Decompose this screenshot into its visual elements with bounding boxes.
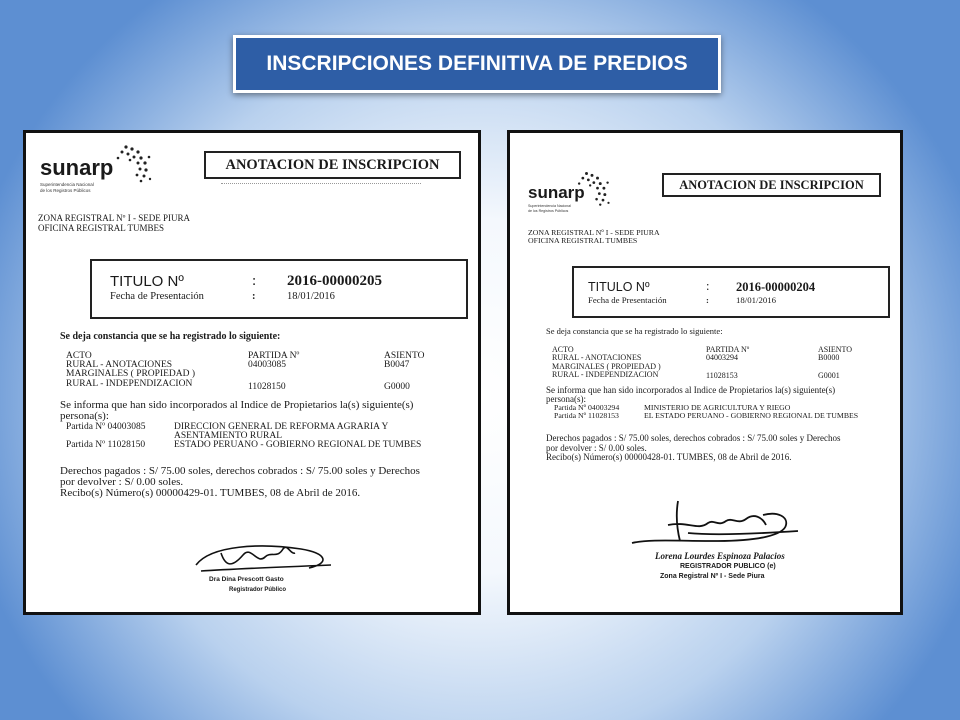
oficina-registral: OFICINA REGISTRAL TUMBES	[528, 236, 638, 245]
titulo-box	[90, 259, 468, 319]
row1b-acto: MARGINALES ( PROPIEDAD )	[552, 362, 661, 371]
recibo-line: Recibo(s) Número(s) 00000429-01. TUMBES, 08 de Abril de 2016.	[60, 487, 361, 499]
signer-name: Dra Dina Prescott Gasto	[209, 576, 284, 583]
logo-name: sunarp	[528, 183, 585, 202]
row2-partida: 11028150	[248, 382, 286, 392]
derechos-line2: por devolver : S/ 0.00 soles.	[60, 476, 184, 488]
row1-partida: 04003085	[248, 360, 286, 370]
header-title: ANOTACION DE INSCRIPCION	[662, 173, 881, 197]
constancia-text: Se deja constancia que se ha registrado lo siguiente:	[546, 326, 723, 336]
col-partida: PARTIDA Nº	[706, 345, 750, 354]
document-left	[23, 130, 481, 615]
persona2-partida: Partida Nº 11028153	[554, 411, 619, 420]
fecha-value: 18/01/2016	[287, 291, 335, 302]
row2-asiento: G0000	[384, 382, 410, 392]
header-title: ANOTACION DE INSCRIPCION	[204, 151, 461, 179]
derechos-line1: Derechos pagados : S/ 75.00 soles, derechos cobrados : S/ 75.00 soles y Derechos	[546, 433, 841, 443]
titulo-label: TITULO Nº	[588, 280, 650, 294]
persona1-name: MINISTERIO DE AGRICULTURA Y RIEGO	[644, 403, 791, 412]
persona1-partida: Partida Nº 04003085	[66, 422, 146, 432]
signer-role: REGISTRADOR PUBLICO (e)	[680, 563, 776, 570]
col-acto: ACTO	[552, 345, 574, 354]
persona1-name-2: ASENTAMIENTO RURAL	[174, 431, 283, 441]
informa-line1: Se informa que han sido incorporados al Indice de Propietarios la(s) siguiente(s)	[546, 385, 836, 395]
signer-zone: Zona Registral Nº I - Sede Piura	[660, 573, 765, 580]
col-partida: PARTIDA Nº	[248, 351, 300, 361]
scan-noise	[221, 183, 421, 186]
col-asiento: ASIENTO	[818, 345, 853, 354]
row1-asiento: B0047	[384, 360, 410, 370]
persona2-name: ESTADO PERUANO - GOBIERNO REGIONAL DE TUMBES	[174, 440, 422, 450]
recibo-line: Recibo(s) Número(s) 00000428-01. TUMBES, 08 de Abril de 2016.	[546, 452, 792, 462]
informa-line2: persona(s):	[60, 410, 109, 422]
sunarp-logo-icon	[108, 141, 156, 189]
document-right	[507, 130, 903, 615]
logo-name: sunarp	[40, 155, 114, 180]
signer-name: Lorena Lourdes Espinoza Palacios	[655, 551, 785, 561]
titulo-label: TITULO Nº	[110, 273, 184, 290]
logo-subtitle-2: de los Registros Públicos	[40, 188, 91, 193]
slide-title: INSCRIPCIONES DEFINITIVA DE PREDIOS	[233, 35, 721, 93]
row2-acto: RURAL - INDEPENDIZACION	[66, 379, 193, 389]
derechos-line1: Derechos pagados : S/ 75.00 soles, derechos cobrados : S/ 75.00 soles y Derechos	[60, 465, 420, 477]
oficina-registral: OFICINA REGISTRAL TUMBES	[38, 223, 165, 233]
row2-partida: 11028153	[706, 371, 738, 380]
fecha-label: Fecha de Presentación	[588, 295, 667, 305]
titulo-colon: :	[252, 273, 257, 289]
persona1-partida: Partida Nº 04003294	[554, 403, 620, 412]
titulo-colon: :	[706, 279, 710, 293]
fecha-value: 18/01/2016	[736, 295, 777, 305]
row2-acto: RURAL - INDEPENDIZACION	[552, 370, 659, 379]
informa-line2: persona(s):	[546, 394, 586, 404]
col-asiento: ASIENTO	[384, 351, 425, 361]
persona1-name-1: DIRECCION GENERAL DE REFORMA AGRARIA Y	[174, 422, 389, 432]
zona-registral: ZONA REGISTRAL Nº I - SEDE PIURA	[528, 228, 660, 237]
constancia-text: Se deja constancia que se ha registrado lo siguiente:	[60, 331, 281, 342]
titulo-value: 2016-00000204	[736, 280, 816, 294]
titulo-value: 2016-00000205	[287, 273, 382, 289]
zona-registral: ZONA REGISTRAL Nº I - SEDE PIURA	[38, 213, 190, 223]
logo-subtitle-1: Superintendencia Nacional	[528, 204, 571, 208]
row1-asiento: B0000	[818, 353, 840, 362]
row1-acto: RURAL - ANOTACIONES	[552, 353, 642, 362]
logo-subtitle-1: Superintendencia Nacional	[40, 182, 94, 187]
row2-asiento: G0001	[818, 371, 840, 380]
fecha-label: Fecha de Presentación	[110, 291, 204, 302]
signature-right	[628, 495, 813, 557]
fecha-colon: :	[706, 295, 709, 305]
row1-partida: 04003294	[706, 353, 738, 362]
informa-line1: Se informa que han sido incorporados al Indice de Propietarios la(s) siguiente(s)	[60, 399, 414, 411]
row1b-acto: MARGINALES ( PROPIEDAD )	[66, 369, 196, 379]
signer-role: Registrador Público	[229, 587, 287, 593]
row1-acto: RURAL - ANOTACIONES	[66, 360, 173, 370]
col-acto: ACTO	[66, 351, 92, 361]
persona2-partida: Partida Nº 11028150	[66, 440, 146, 450]
titulo-box	[572, 266, 890, 318]
derechos-line2: por devolver : S/ 0.00 soles.	[546, 443, 647, 453]
persona2-name: EL ESTADO PERUANO - GOBIERNO REGIONAL DE TUMBES	[644, 411, 859, 420]
fecha-colon: :	[252, 291, 256, 302]
logo-subtitle-2: de los Registros Públicos	[528, 209, 569, 213]
